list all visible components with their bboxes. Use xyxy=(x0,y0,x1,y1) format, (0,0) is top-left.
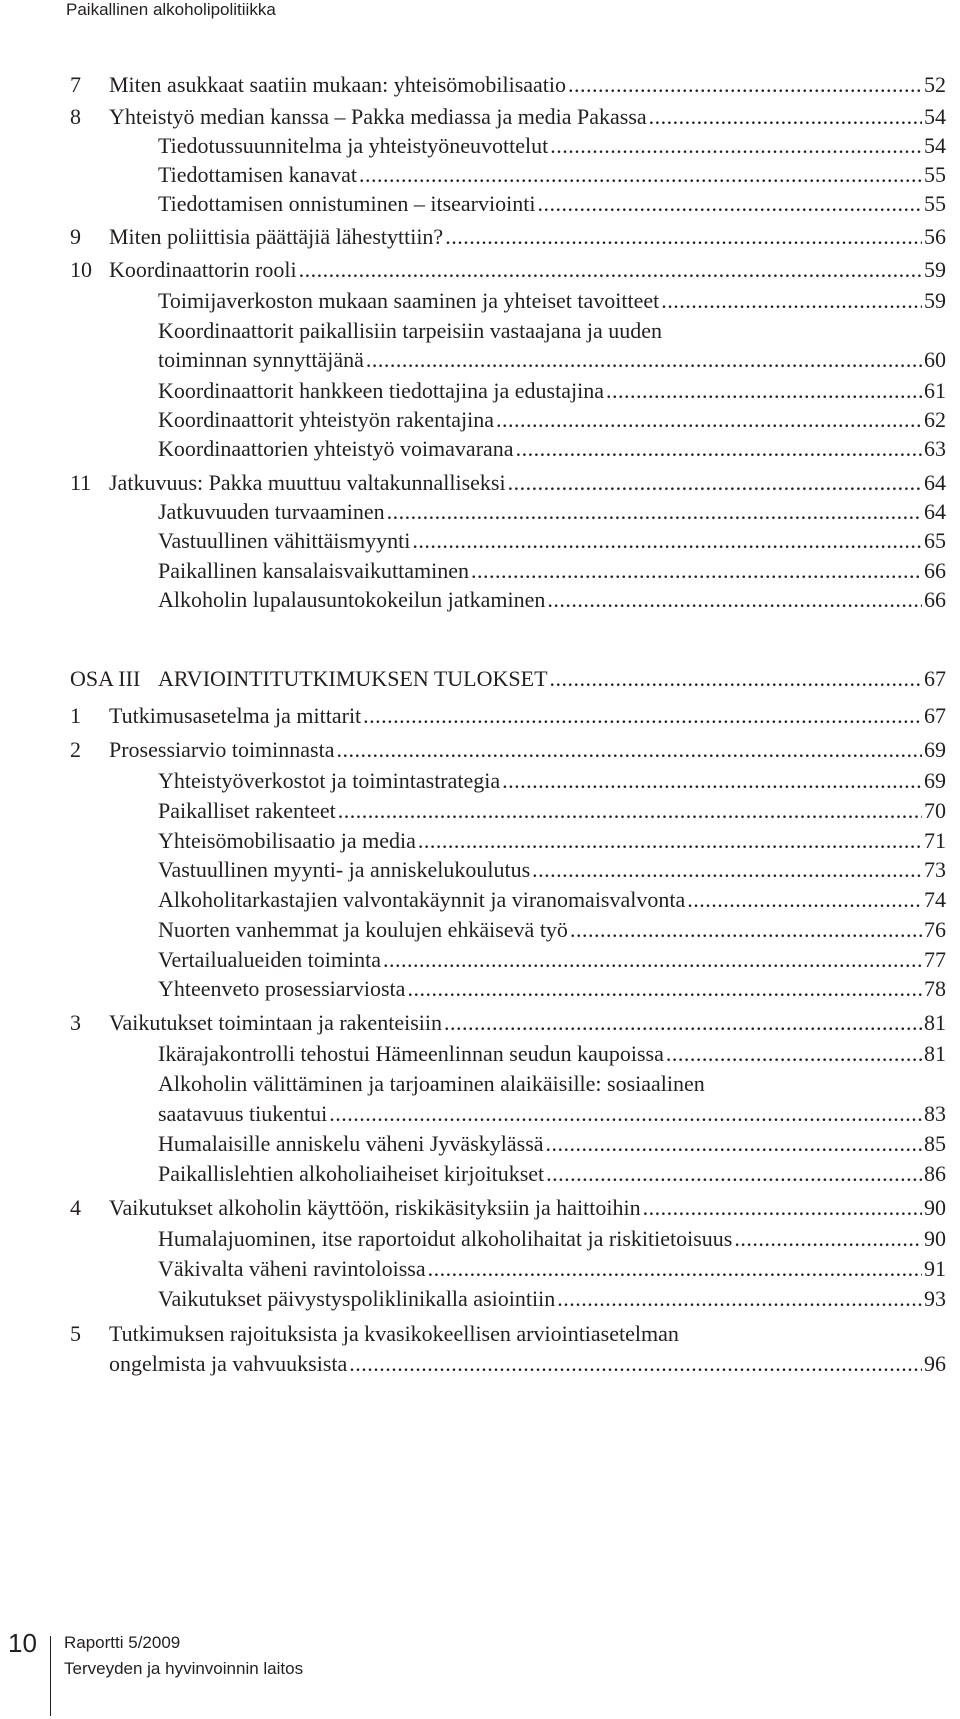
toc-entry-number: 3 xyxy=(70,1010,81,1035)
toc-entry-page: 62 xyxy=(924,407,946,432)
toc-entry-title: Yhteisömobilisaatio ja media xyxy=(158,828,416,853)
toc-leader-dots xyxy=(363,701,922,731)
toc-entry-title: Koordinaattorin rooli xyxy=(109,257,297,282)
toc-entry-title: Väkivalta väheni ravintoloissa xyxy=(158,1256,426,1281)
toc-entry-page: 59 xyxy=(924,257,946,282)
toc-entry-page: 91 xyxy=(924,1256,946,1281)
toc-entry-page: 77 xyxy=(924,947,946,972)
toc-entry-title: ARVIOINTITUTKIMUKSEN TULOKSET xyxy=(158,666,548,691)
toc-entry-page: 69 xyxy=(924,768,946,793)
toc-leader-dots xyxy=(502,766,922,796)
toc-leader-dots xyxy=(428,1254,922,1284)
toc-entry-title: Toimijaverkoston mukaan saaminen ja yhteiset tavoitteet xyxy=(158,288,660,313)
toc-entry-page: 59 xyxy=(924,288,946,313)
toc-leader-dots xyxy=(546,1159,922,1189)
footer-report: Raportti 5/2009 xyxy=(64,1633,181,1652)
toc-entry[interactable] xyxy=(70,766,946,796)
toc-leader-dots xyxy=(366,345,922,375)
toc-leader-dots xyxy=(387,497,922,527)
toc-entry-page: 70 xyxy=(924,798,946,823)
toc-leader-dots xyxy=(336,735,922,765)
toc-entry[interactable] xyxy=(70,664,946,694)
toc-entry-title: Tiedotussuunnitelma ja yhteistyöneuvottelut xyxy=(158,133,549,158)
toc-leader-dots xyxy=(407,974,922,1004)
toc-leader-dots xyxy=(471,556,922,586)
toc-entry-page: 81 xyxy=(924,1010,946,1035)
toc-entry-page: 90 xyxy=(924,1195,946,1220)
toc-entry-title: Nuorten vanhemmat ja koulujen ehkäisevä työ xyxy=(158,917,568,942)
toc-leader-dots xyxy=(550,664,922,694)
toc-entry[interactable] xyxy=(70,316,946,346)
toc-entry-page: 54 xyxy=(924,133,946,158)
toc-entry[interactable] xyxy=(70,255,946,285)
running-head: Paikallinen alkoholipolitiikka xyxy=(66,0,276,19)
toc-entry-title: Paikallislehtien alkoholiaiheiset kirjoitukset xyxy=(158,1161,545,1186)
toc-entry-page: 61 xyxy=(924,378,946,403)
toc-entry-page: 85 xyxy=(924,1131,946,1156)
toc-entry-title: Tutkimusasetelma ja mittarit xyxy=(109,703,362,728)
toc-entry-page: 55 xyxy=(924,162,946,187)
toc-leader-dots xyxy=(445,222,922,252)
toc-entry[interactable] xyxy=(70,1008,946,1038)
toc-entry-title: Ikärajakontrolli tehostui Hämeenlinnan seudun kaupoissa xyxy=(158,1041,664,1066)
toc-entry-page: 65 xyxy=(924,528,946,553)
toc-entry[interactable] xyxy=(70,468,946,498)
toc-entry-title: Miten poliittisia päättäjiä lähestyttiin? xyxy=(109,224,444,249)
toc-leader-dots xyxy=(547,585,922,615)
toc-entry[interactable] xyxy=(70,974,946,1004)
toc-entry[interactable] xyxy=(70,1129,946,1159)
toc-entry-number: 4 xyxy=(70,1195,81,1220)
toc-leader-dots xyxy=(329,1099,922,1129)
toc-entry[interactable] xyxy=(70,131,946,161)
toc-entry-page: 66 xyxy=(924,587,946,612)
toc-entry-title: Koordinaattorit yhteistyön rakentajina xyxy=(158,407,495,432)
page-number: 10 xyxy=(8,1628,37,1658)
toc-leader-dots xyxy=(299,255,922,285)
toc-entry-page: 78 xyxy=(924,976,946,1001)
toc-leader-dots xyxy=(734,1224,922,1254)
toc-leader-dots xyxy=(643,1193,922,1223)
toc-entry-number: 9 xyxy=(70,224,81,249)
toc-entry-title: Alkoholitarkastajien valvontakäynnit ja viranomaisvalvonta xyxy=(158,887,686,912)
toc-entry-page: 66 xyxy=(924,558,946,583)
toc-leader-dots xyxy=(412,526,922,556)
toc-entry-title: Miten asukkaat saatiin mukaan: yhteisömobilisaatio xyxy=(109,72,567,97)
toc-entry-page: 76 xyxy=(924,917,946,942)
footer-text xyxy=(64,1630,303,1682)
toc-leader-dots xyxy=(687,885,922,915)
toc-leader-dots xyxy=(570,915,922,945)
toc-entry-title: Tiedottamisen onnistuminen – itsearviointi xyxy=(158,191,536,216)
toc-entry-number: 7 xyxy=(70,72,81,97)
toc-entry-page: 63 xyxy=(924,436,946,461)
toc-entry-page: 60 xyxy=(924,347,946,372)
toc-entry-title: toiminnan synnyttäjänä xyxy=(158,347,364,372)
toc-leader-dots xyxy=(557,1284,922,1314)
toc-leader-dots xyxy=(546,1129,922,1159)
toc-entry[interactable] xyxy=(70,796,946,826)
toc-entry-page: 73 xyxy=(924,857,946,882)
toc-entry-number: OSA III xyxy=(70,666,141,691)
toc-entry[interactable] xyxy=(70,1224,946,1254)
toc-entry-title: Jatkuvuus: Pakka muuttuu valtakunnalliseksi xyxy=(109,470,506,495)
toc-entry-number: 8 xyxy=(70,104,81,129)
toc-leader-dots xyxy=(444,1008,922,1038)
toc-entry-page: 67 xyxy=(924,703,946,728)
footer-divider xyxy=(50,1636,51,1716)
toc-entry-title: Koordinaattorit paikallisiin tarpeisiin vastaajana ja uuden xyxy=(158,318,663,343)
toc-entry-page: 54 xyxy=(924,104,946,129)
toc-entry-title: Vastuullinen myynti- ja anniskelukoulutus xyxy=(158,857,531,882)
toc-entry-page: 55 xyxy=(924,191,946,216)
toc-entry-page: 96 xyxy=(924,1351,946,1376)
toc-entry-page: 86 xyxy=(924,1161,946,1186)
toc-entry[interactable] xyxy=(70,102,946,132)
toc-leader-dots xyxy=(496,405,922,435)
toc-entry[interactable] xyxy=(70,497,946,527)
toc-leader-dots xyxy=(418,826,922,856)
toc-leader-dots xyxy=(383,945,922,975)
toc-entry-title: saatavuus tiukentui xyxy=(158,1101,328,1126)
toc-entry-title: Paikalliset rakenteet xyxy=(158,798,336,823)
toc-entry-page: 74 xyxy=(924,887,946,912)
toc-entry[interactable] xyxy=(70,1254,946,1284)
toc-entry-title: Yhteistyöverkostot ja toimintastrategia xyxy=(158,768,501,793)
toc-leader-dots xyxy=(508,468,922,498)
toc-entry-title: Humalaisille anniskelu väheni Jyväskylässä xyxy=(158,1131,544,1156)
toc-entry[interactable] xyxy=(70,1349,946,1379)
toc-leader-dots xyxy=(338,796,922,826)
toc-entry[interactable] xyxy=(70,855,946,885)
footer-publisher: Terveyden ja hyvinvoinnin laitos xyxy=(64,1659,304,1678)
toc-entry-page: 90 xyxy=(924,1226,946,1251)
toc-entry-title: Vaikutukset alkoholin käyttöön, riskikäsityksiin ja haittoihin xyxy=(109,1195,641,1220)
toc-entry[interactable] xyxy=(70,826,946,856)
toc-leader-dots xyxy=(568,70,922,100)
toc-entry[interactable] xyxy=(70,1193,946,1223)
toc-entry[interactable] xyxy=(70,701,946,731)
toc-entry-title: Koordinaattorit hankkeen tiedottajina ja edustajina xyxy=(158,378,604,403)
toc-leader-dots xyxy=(661,286,922,316)
toc-leader-dots xyxy=(359,160,922,190)
toc-entry[interactable] xyxy=(70,556,946,586)
toc-entry-title: Yhteenveto prosessiarviosta xyxy=(158,976,406,1001)
toc-entry[interactable] xyxy=(70,405,946,435)
toc-leader-dots xyxy=(606,376,922,406)
toc-entry-page: 71 xyxy=(924,828,946,853)
toc-entry-title: Koordinaattorien yhteistyö voimavarana xyxy=(158,436,514,461)
toc-entry-page: 64 xyxy=(924,499,946,524)
toc-leader-dots xyxy=(537,189,922,219)
toc-entry-title: Jatkuvuuden turvaaminen xyxy=(158,499,385,524)
toc-entry-title: Alkoholin lupalausuntokokeilun jatkaminen xyxy=(158,587,546,612)
toc-entry[interactable] xyxy=(70,915,946,945)
toc-entry-number: 2 xyxy=(70,737,81,762)
toc-leader-dots xyxy=(349,1349,922,1379)
toc-entry[interactable] xyxy=(70,222,946,252)
toc-entry[interactable] xyxy=(70,160,946,190)
toc-entry[interactable] xyxy=(70,70,946,100)
toc-entry-title: Humalajuominen, itse raportoidut alkoholihaitat ja riskitietoisuus xyxy=(158,1226,733,1251)
toc-entry[interactable] xyxy=(70,526,946,556)
toc-leader-dots xyxy=(550,131,922,161)
toc-leader-dots xyxy=(649,102,922,132)
toc-entry[interactable] xyxy=(70,189,946,219)
toc-entry-title: Vertailualueiden toiminta xyxy=(158,947,381,972)
toc-entry-title: Prosessiarvio toiminnasta xyxy=(109,737,335,762)
toc-entry-title: Yhteistyö median kanssa – Pakka mediassa ja media Pakassa xyxy=(109,104,647,129)
toc-entry[interactable] xyxy=(70,585,946,615)
toc-entry[interactable] xyxy=(70,345,946,375)
toc-entry[interactable] xyxy=(70,1069,946,1099)
toc-entry[interactable] xyxy=(70,735,946,765)
toc-entry[interactable] xyxy=(70,945,946,975)
toc-entry-title: Vaikutukset päivystyspoliklinikalla asiointiin xyxy=(158,1286,556,1311)
toc-leader-dots xyxy=(666,1039,922,1069)
toc-entry-title: Alkoholin välittäminen ja tarjoaminen alaikäisille: sosiaalinen xyxy=(158,1071,705,1096)
toc-entry-number: 11 xyxy=(70,470,92,495)
toc-entry[interactable] xyxy=(70,1159,946,1189)
toc-entry-number: 5 xyxy=(70,1321,81,1346)
toc-entry-page: 64 xyxy=(924,470,946,495)
toc-entry[interactable] xyxy=(70,1039,946,1069)
toc-entry-number: 10 xyxy=(70,257,92,282)
toc-entry-title: Paikallinen kansalaisvaikuttaminen xyxy=(158,558,469,583)
toc-entry[interactable] xyxy=(70,376,946,406)
toc-entry-page: 93 xyxy=(924,1286,946,1311)
toc-leader-dots xyxy=(532,855,922,885)
toc-entry-page: 81 xyxy=(924,1041,946,1066)
toc-entry-title: Tutkimuksen rajoituksista ja kvasikokeellisen arviointiasetelman xyxy=(109,1321,679,1346)
toc-entry-page: 56 xyxy=(924,224,946,249)
toc-entry-title: Vastuullinen vähittäismyynti xyxy=(158,528,411,553)
toc-entry-title: Tiedottamisen kanavat xyxy=(158,162,357,187)
toc-entry-page: 69 xyxy=(924,737,946,762)
toc-entry[interactable] xyxy=(70,286,946,316)
toc-entry[interactable] xyxy=(70,434,946,464)
toc-entry[interactable] xyxy=(70,1284,946,1314)
toc-entry-title: ongelmista ja vahvuuksista xyxy=(109,1351,348,1376)
toc-entry-page: 52 xyxy=(924,72,946,97)
toc-entry-number: 1 xyxy=(70,703,81,728)
toc-entry[interactable] xyxy=(70,1319,946,1349)
toc-leader-dots xyxy=(516,434,922,464)
toc-entry[interactable] xyxy=(70,885,946,915)
toc-entry-page: 67 xyxy=(924,666,946,691)
toc-entry[interactable] xyxy=(70,1099,946,1129)
toc-entry-title: Vaikutukset toimintaan ja rakenteisiin xyxy=(109,1010,442,1035)
toc-entry-page: 83 xyxy=(924,1101,946,1126)
